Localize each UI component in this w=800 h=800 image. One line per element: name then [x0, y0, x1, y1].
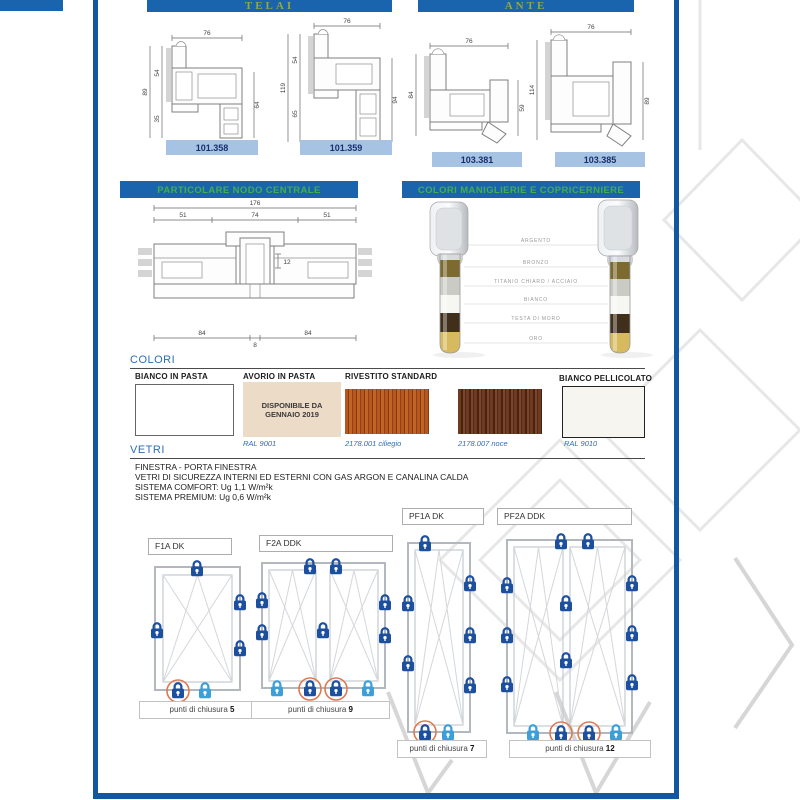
- part-number-chip: [432, 152, 522, 167]
- profile-drawing-103-385: [527, 20, 659, 154]
- lock-icon: [560, 653, 572, 668]
- lock-icon: [330, 681, 342, 696]
- lock-icon: [555, 534, 567, 549]
- vetri-text-line: SISTEMA COMFORT: Ug 1,1 W/m²k: [135, 482, 273, 492]
- divider: [130, 368, 645, 369]
- lock-icon: [304, 681, 316, 696]
- dim-label: 76: [587, 24, 595, 31]
- lock-icon: [330, 559, 342, 574]
- colori-title: COLORI: [130, 354, 176, 366]
- swatch-ciliegio: [345, 389, 429, 434]
- swatch-noce: [458, 389, 542, 434]
- closure-caption: punti di chiusura: [545, 744, 606, 753]
- part-number-chip: [166, 140, 258, 155]
- dim-label: 114: [529, 84, 536, 96]
- swatch-label-pellicolato: BIANCO PELLICOLATO: [559, 374, 653, 383]
- closure-points-pf1a: [397, 740, 487, 758]
- dim-label: 176: [249, 200, 261, 207]
- dim-label: 84: [304, 330, 312, 337]
- dim-label: 84: [198, 330, 206, 337]
- window-f1a: [155, 567, 240, 690]
- lock-icon: [582, 534, 594, 549]
- swatch-caption: 2178.001 ciliegio: [345, 439, 402, 448]
- section-title: ANTE: [504, 0, 548, 12]
- handle-color-label: TESTA DI MORO: [511, 316, 561, 322]
- section-header-telai: [147, 0, 392, 12]
- dim-label: 94: [392, 96, 399, 104]
- dim-label: 64: [254, 101, 261, 109]
- handle-right: [598, 200, 638, 353]
- part-number-chip: [555, 152, 645, 167]
- handle-color-label: ORO: [529, 336, 543, 342]
- handle-color-label: TITANIO CHIARO / ACCIAIO: [494, 279, 578, 285]
- swatch-caption: 2178.007 noce: [458, 439, 508, 448]
- vetri-text-line: VETRI DI SICUREZZA INTERNI ED ESTERNI CON GAS ARGON E CANALINA CALDA: [135, 472, 469, 482]
- closure-caption: punti di chiusura: [288, 705, 349, 714]
- lock-icon: [419, 725, 431, 740]
- vetri-title: VETRI: [130, 444, 165, 456]
- handle-color-label: BRONZO: [522, 260, 550, 266]
- section-header-nodo-centrale: [120, 181, 358, 198]
- dim-label: 76: [203, 30, 211, 37]
- dim-label: 51: [323, 212, 331, 219]
- handles-illustration: [402, 196, 674, 358]
- dim-label: 89: [644, 97, 651, 105]
- dim-label: 35: [154, 115, 161, 123]
- swatch-label-avorio: AVORIO IN PASTA: [243, 372, 316, 381]
- closure-points-pf2a: [509, 740, 651, 758]
- lock-icon: [610, 725, 622, 740]
- closure-count: 12: [605, 744, 615, 753]
- dim-label: 76: [465, 38, 473, 45]
- dim-label: 54: [154, 69, 161, 77]
- swatch-avorio-in-pasta: [243, 382, 341, 437]
- window-pf2a: [507, 540, 632, 733]
- lock-icon: [172, 683, 184, 698]
- dim-label: 74: [251, 212, 259, 219]
- page-border-right: [674, 0, 679, 799]
- lock-icon: [555, 726, 567, 741]
- scheme-label-pf1a: [402, 508, 484, 525]
- scheme-name: PF2A DDK: [504, 511, 546, 521]
- closure-count: 9: [348, 705, 353, 714]
- lock-icon: [304, 559, 316, 574]
- lock-icon: [317, 623, 329, 638]
- swatch-label-bianco-pasta: BIANCO IN PASTA: [135, 372, 208, 381]
- dim-label: 8: [253, 342, 257, 349]
- nodo-centrale-drawing: [132, 198, 378, 348]
- dim-label: 12: [283, 259, 291, 266]
- closure-count: 7: [470, 744, 475, 753]
- lock-icon: [527, 725, 539, 740]
- label-lines: [464, 238, 608, 343]
- scheme-name: PF1A DK: [409, 511, 444, 521]
- closure-caption: punti di chiusura: [169, 705, 231, 714]
- adjacent-header-fragment: [0, 0, 63, 11]
- part-number: 103.381: [460, 154, 494, 165]
- handle-color-label: ARGENTO: [520, 238, 552, 244]
- lock-icon: [199, 683, 211, 698]
- swatch-label-rivestito: RIVESTITO STANDARD: [345, 372, 438, 381]
- lock-icon: [271, 681, 283, 696]
- profile-drawing-101-359: [276, 12, 418, 148]
- lock-icon: [419, 536, 431, 551]
- divider: [130, 458, 645, 459]
- dim-label: 89: [142, 88, 149, 96]
- handle-left: [430, 202, 468, 353]
- dim-label: 59: [519, 104, 526, 112]
- lock-icon: [442, 725, 454, 740]
- scheme-label-pf2a: [497, 508, 632, 525]
- dim-label: 84: [408, 91, 415, 99]
- swatch-bianco-pellicolato: [562, 386, 645, 438]
- section-title: TELAI: [244, 0, 295, 12]
- profile-drawing-101-358: [136, 22, 288, 142]
- lock-icon: [191, 561, 203, 576]
- lock-icon: [560, 596, 572, 611]
- swatch-bianco-in-pasta: [135, 384, 234, 436]
- closure-count: 5: [230, 705, 235, 714]
- dim-label: 51: [179, 212, 187, 219]
- page-border-bottom: [93, 793, 679, 799]
- swatch-caption: RAL 9001: [243, 439, 277, 448]
- swatch-caption: RAL 9010: [564, 439, 598, 448]
- window-f2a: [262, 563, 385, 688]
- handle-color-label: BIANCO: [524, 297, 548, 303]
- closure-points-f1a: [139, 701, 265, 719]
- section-header-ante: [418, 0, 634, 12]
- section-title: PARTICOLARE NODO CENTRALE: [157, 185, 321, 196]
- lock-icon: [362, 681, 374, 696]
- closure-caption: punti di chiusura: [409, 744, 471, 753]
- lock-icon: [583, 726, 595, 741]
- lock-icon: [151, 623, 163, 638]
- vetri-text-line: SISTEMA PREMIUM: Ug 0,6 W/m²k: [135, 492, 272, 502]
- part-number: 101.359: [329, 142, 363, 153]
- profile-drawing-103-381: [404, 32, 534, 152]
- scheme-name: F2A DDK: [266, 538, 302, 548]
- window-pf1a: [408, 543, 470, 732]
- scheme-name: F1A DK: [155, 541, 185, 551]
- section-title: COLORI MANIGLIERIE E COPRICERNIERE: [417, 185, 625, 196]
- page-border-left: [93, 0, 98, 799]
- part-number: 103.385: [583, 154, 617, 165]
- dim-label: 65: [292, 110, 299, 118]
- dim-label: 54: [292, 56, 299, 64]
- part-number-chip: [300, 140, 392, 155]
- availability-note: DISPONIBILE DA GENNAIO 2019: [261, 400, 323, 419]
- closure-points-f2a: [251, 701, 390, 719]
- dim-label: 76: [343, 18, 351, 25]
- vetri-text-line: FINESTRA - PORTA FINESTRA: [135, 462, 257, 472]
- part-number: 101.358: [195, 142, 229, 153]
- dim-label: 119: [280, 82, 287, 94]
